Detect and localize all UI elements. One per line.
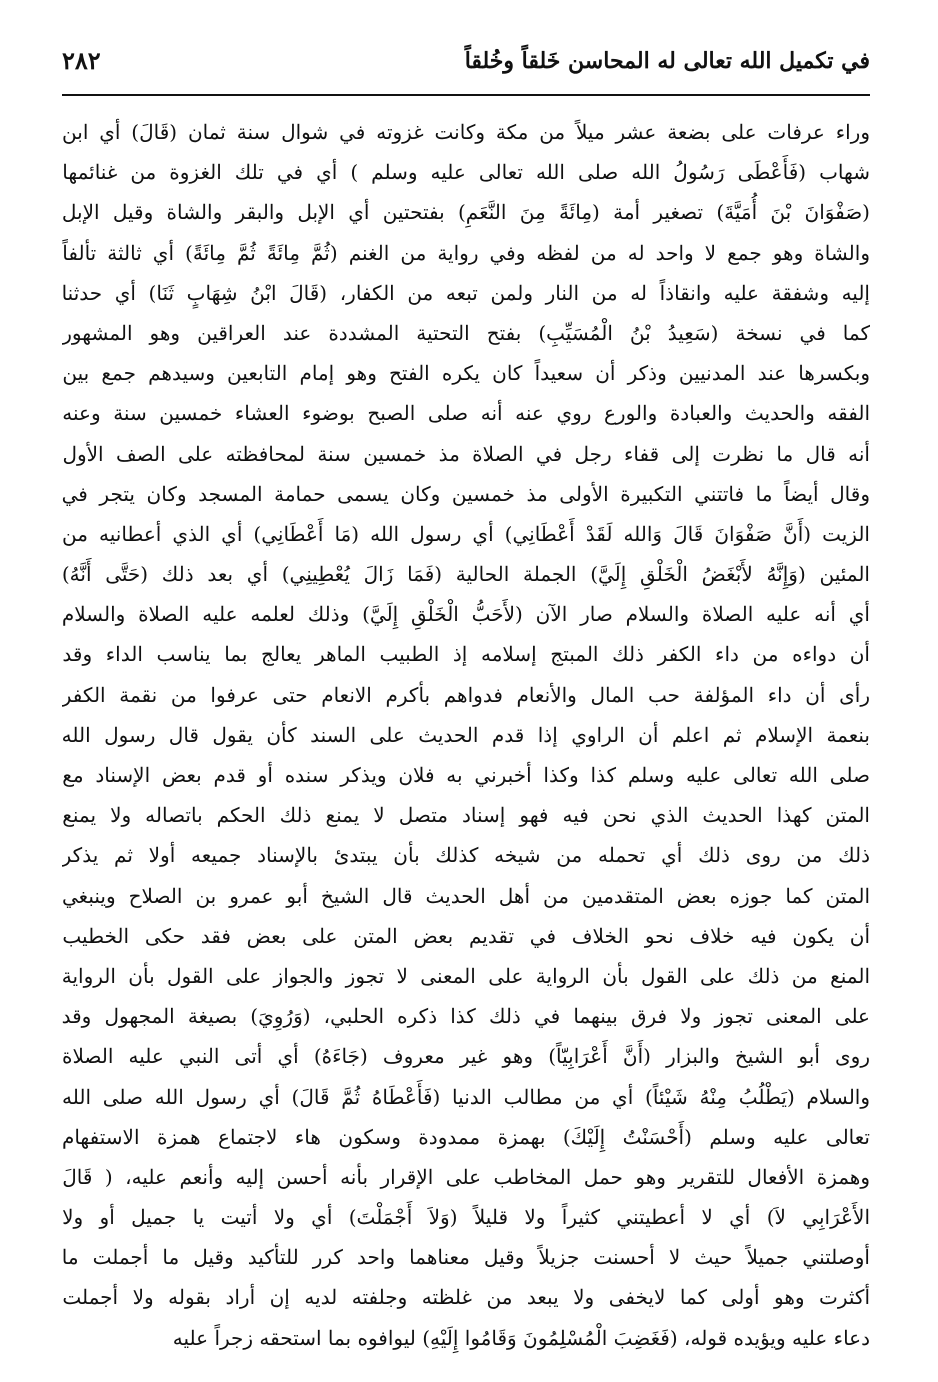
- text-line: والسلام (يَطْلُبُ مِنْهُ شَيْئاً) أي من مطالب الدنيا (فَأَعْطَاهُ ثُمَّ قَالَ) أي رسول الله صلى الله: [62, 1084, 870, 1109]
- text-line: روى أبو الشيخ والبزار (أَنَّ أَعْرَابِيّاً) وهو غير معروف (جَاءَهُ) أي أتى النبي عليه الصلاة: [62, 1044, 870, 1069]
- page-number: ٢٨٢: [62, 46, 101, 75]
- text-line: تعالى عليه وسلم (أَحْسَنْتُ إِلَيْكَ) بهمزة ممدودة وسكون هاء لاجتماع همزة الاستفهام: [62, 1124, 870, 1149]
- text-line: أن دواءه من داء الكفر ذلك المبتج إسلامه إذ الطبيب الماهر يعالج بما يناسب الداء وقد: [62, 642, 870, 667]
- text-line: الأَعْرَابِي لاَ) أي لا أعطيتني كثيراً ولا قليلاً (وَلاَ أَجْمَلْتَ) أي ولا أتيت يا جميل أو ولا: [62, 1205, 870, 1230]
- text-line: وهمزة الأفعال للتقرير وهو حمل المخاطب على الإقرار بأنه أحسن إليه وأنعم عليه، ( قَالَ: [62, 1164, 870, 1189]
- body-text: [62, 112, 870, 1358]
- text-line: شهاب (فَأَعْطَى رَسُولُ الله صلى الله تعالى عليه وسلم ) أي في تلك الغزوة من غنائمها: [62, 160, 870, 185]
- text-line: وراء عرفات على بضعة عشر ميلاً من مكة وكانت غزوته في شوال سنة ثمان (قَالَ) أي ابن: [62, 120, 870, 144]
- text-line: دعاء عليه ويؤيده قوله، (فَغَضِبَ الْمُسْلِمُونَ وَقَامُوا إِلَيْهِ) ليوافوه بما استحقه زجراً عليه: [172, 1325, 870, 1350]
- text-line: الفقه والحديث والعبادة والورع روي عنه أنه صلى الصبح بوضوء العشاء خمسين سنة وعنه: [62, 401, 870, 426]
- text-line: (صَفْوَانَ بْنَ أُمَيَّةَ) تصغير أمة (مِائَةً مِنَ النَّعَمِ) بفتحتين أي الإبل والبقر والشاة وقيل الإبل: [62, 200, 870, 225]
- text-line: والشاة وهو جمع لا واحد له من لفظه وفي رواية من الغنم (ثُمَّ مِائَةً ثُمَّ مِائَةً) أي ثالثة تألفاً: [62, 240, 870, 265]
- text-line: أوصلتني جميلاً حيث لا أحسنت جزيلاً وقيل معناهما واحد كرر للتأكيد وقيل ما أجملت ما: [62, 1245, 870, 1270]
- book-page: [62, 40, 870, 1360]
- text-line: على المعنى تجوز ولا فرق بينهما في ذلك كذا ذكره الحلبي، (وَرُوِيَ) بصيغة المجهول وقد: [62, 1004, 870, 1029]
- text-line: أكثرت وهو أولى كما لايخفى ولا يبعد من غلظته وجلفته لديه إن أراد بقوله ولا أجملت: [62, 1285, 870, 1310]
- text-line: إليه وشفقة عليه وانقاذاً له من النار ولمن تبعه من الكفار، (قَالَ ابْنُ شِهَابٍ ثَنَا) أي حدثنا: [62, 280, 870, 305]
- text-line: المنع من ذلك على القول بأن الرواية على المعنى لا تجوز والجواز على القول بأن الرواية: [62, 963, 870, 988]
- text-line: المئين (وَإِنَّهُ لأَبْغَضُ الْخَلْقِ إِلَيَّ) الجملة الحالية (فَمَا زَالَ يُعْطِينِي) أي بعد ذلك (حَتَّى أَنَّهُ): [62, 562, 870, 587]
- text-line: أن يكون فيه خلاف نحو الخلاف في تقديم بعض المتن على بعض فقد حكى الخطيب: [62, 923, 870, 948]
- text-line: ذلك من روى ذلك أي تحمله من شيخه كذلك بأن يبتدئ بالإسناد جميعه أولا ثم يذكر: [62, 843, 870, 868]
- text-line: وبكسرها عند المدنيين وذكر أن سعيداً كان يكره الفتح وهو إمام التابعين وسيدهم جمع بين: [62, 361, 870, 386]
- page-header: [62, 40, 870, 92]
- text-line: أنه قال ما نظرت إلى قفاء رجل في الصلاة مذ خمسين سنة لمحافظته على الصف الأول: [62, 441, 870, 466]
- text-line: الزيت (أَنَّ صَفْوَانَ قَالَ وَالله لَقَدْ أَعْطَانِي) أي رسول الله (مَا أَعْطَانِي) أي الذي أعطانيه من: [62, 521, 870, 546]
- text-line: صلى الله تعالى عليه وسلم كذا وكذا أخبرني به فلان ويذكر سنده أو قدم بعض الإسناد مع: [62, 763, 870, 787]
- text-line: كما في نسخة (سَعِيدُ بْنُ الْمُسَيِّبِ) بفتح التحتية المشددة عند العراقين وهو المشهور: [62, 320, 870, 345]
- text-line: المتن كما جوزه بعض المتقدمين من أهل الحديث قال الشيخ أبو عمرو بن الصلاح وينبغي: [62, 883, 870, 908]
- header-rule: [62, 94, 870, 96]
- text-line: المتن كهذا الحديث الذي نحن فيه فهو إسناد متصل لا يمنع ذلك الحكم باتصاله ولا يمنع: [62, 803, 870, 828]
- text-line: بنعمة الإسلام ثم اعلم أن الراوي إذا قدم الحديث على السند كأن يقول قال رسول الله: [62, 722, 870, 747]
- text-line: رأى أن داء المؤلفة حب المال والأنعام فدواهم بأكرم الانعام حتى عرفوا من نقمة الكفر: [62, 682, 870, 707]
- text-line: وقال أيضاً ما فاتتني التكبيرة الأولى مذ خمسين وكان يسمى حمامة المسجد وكان يتجر في: [62, 481, 870, 506]
- running-title: في تكميل الله تعالى له المحاسن خَلقاً وخُلقاً: [464, 48, 870, 74]
- text-line: أي أنه عليه الصلاة والسلام صار الآن (لأَحَبُّ الْخَلْقِ إِلَيَّ) وذلك لعلمه عليه الصلاة والسلام: [62, 602, 870, 627]
